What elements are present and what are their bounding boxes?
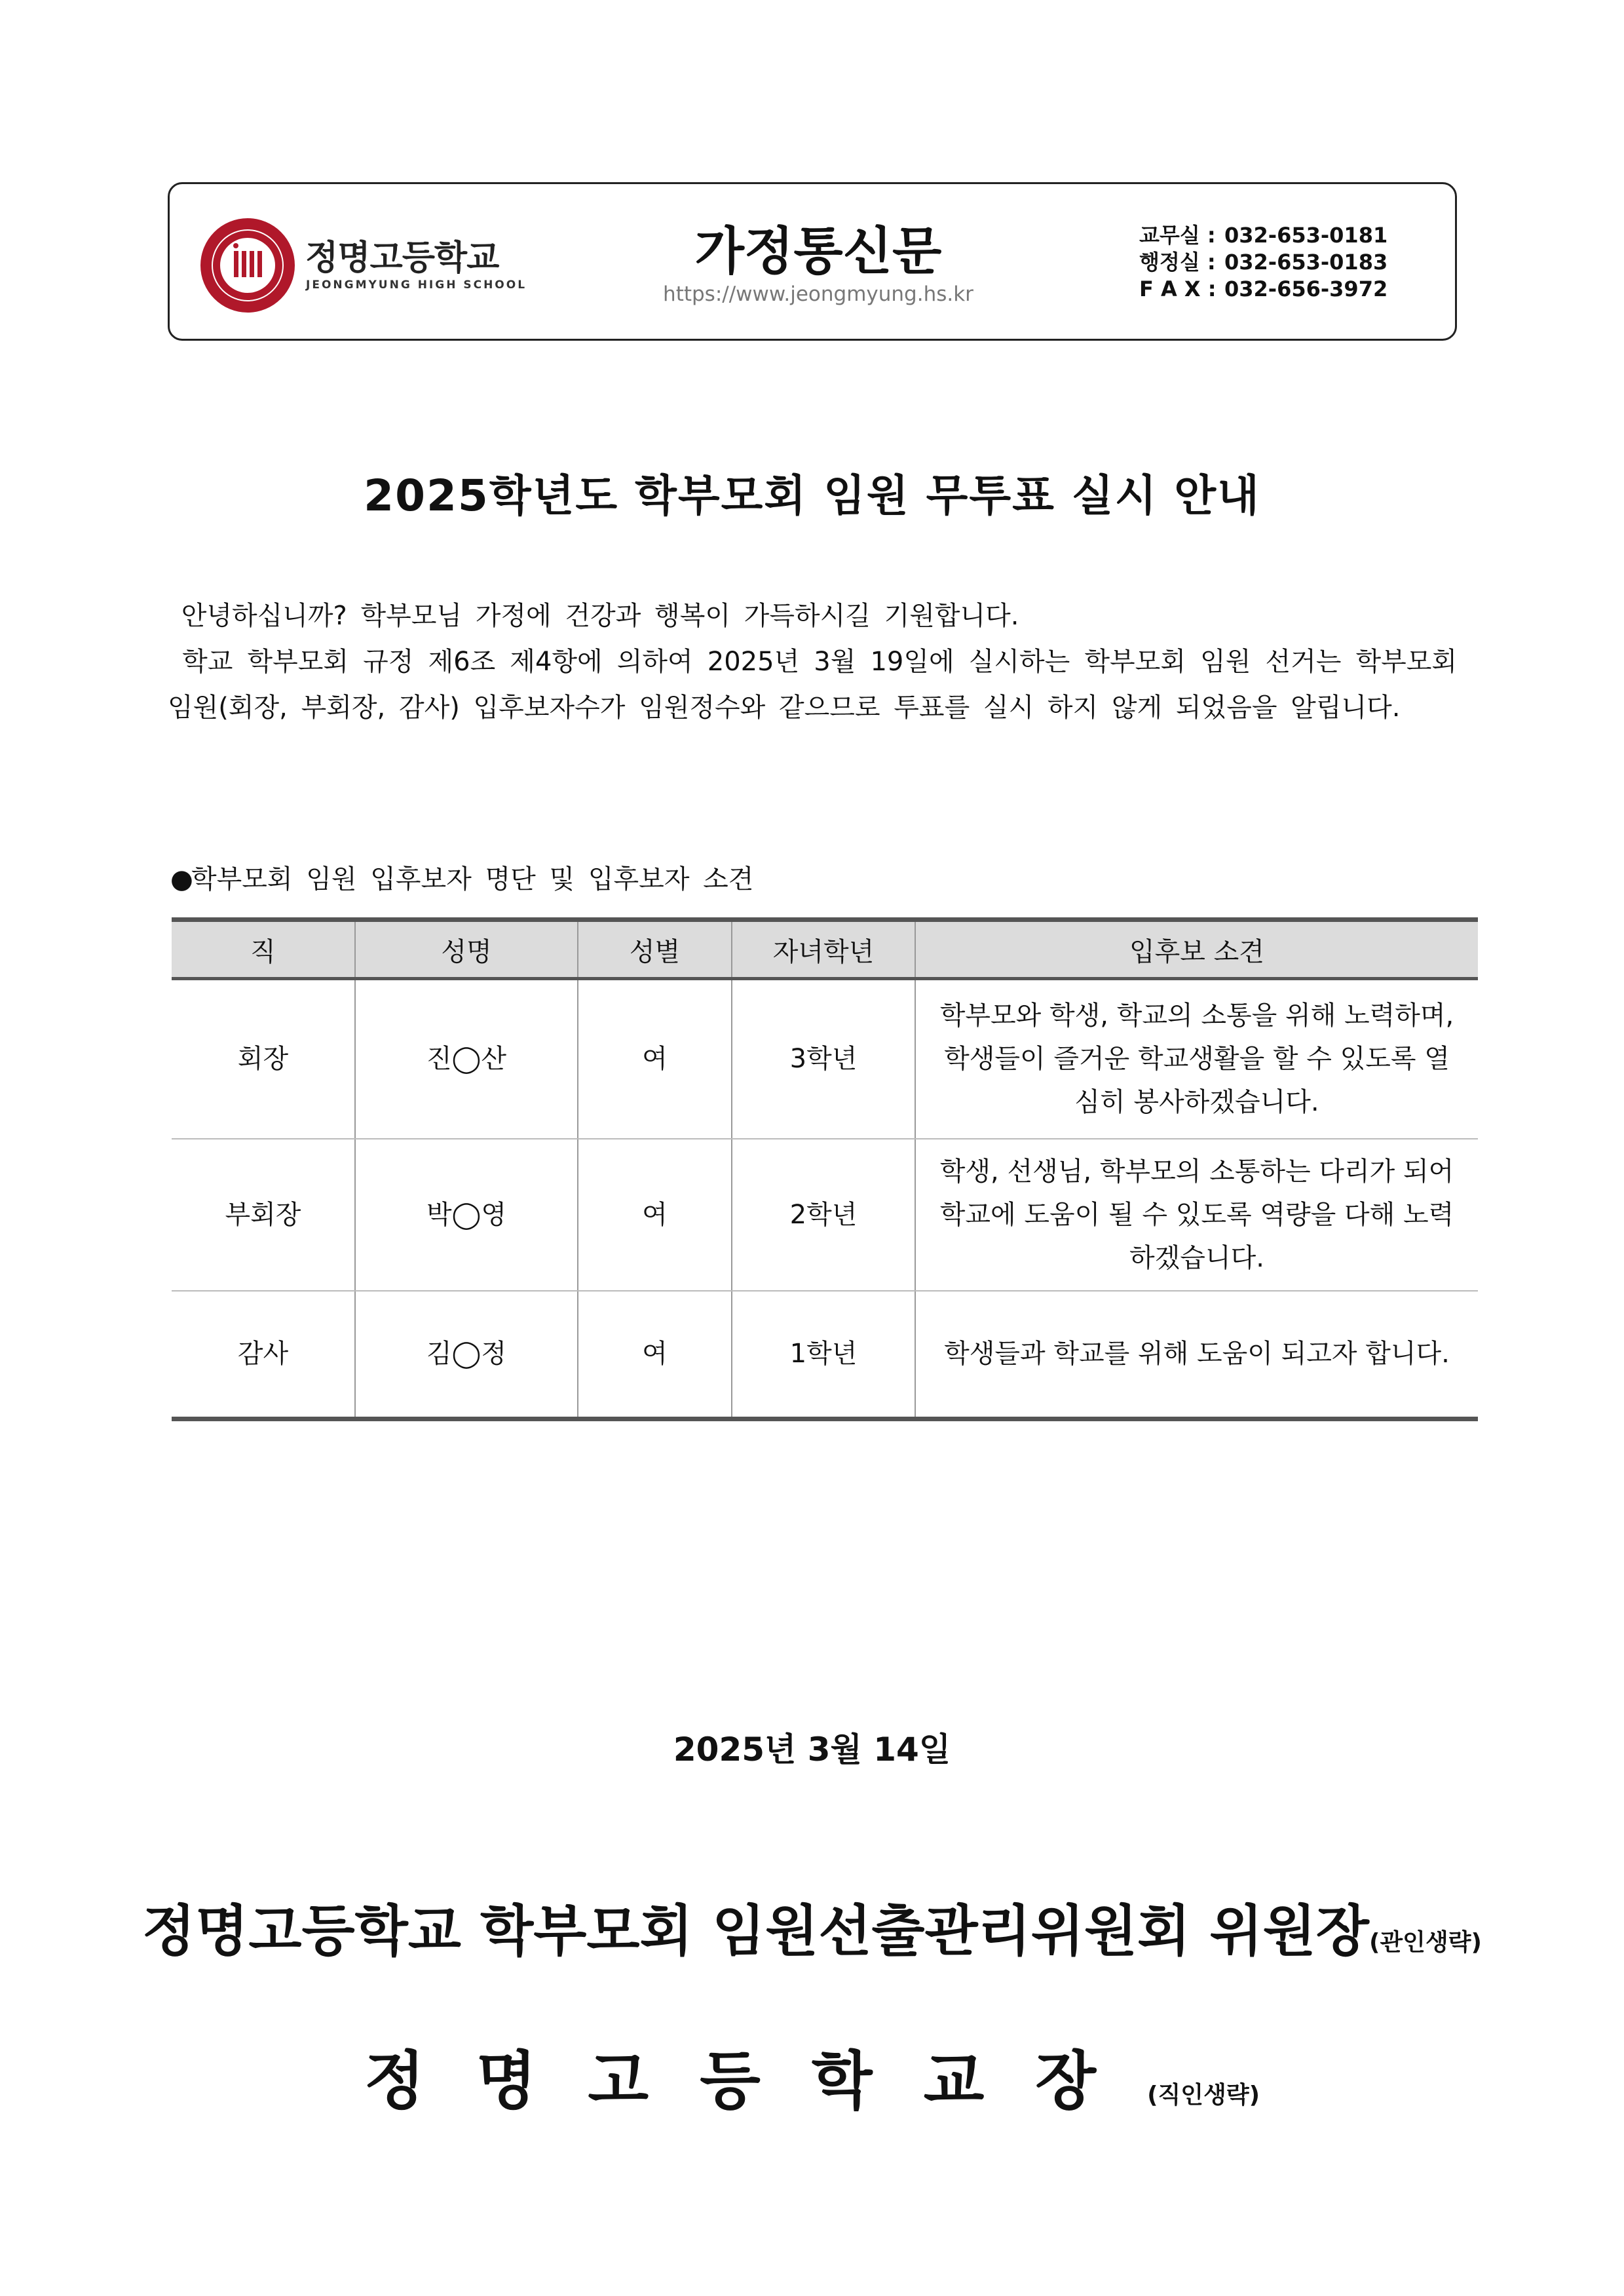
table-row <box>172 1291 1478 1419</box>
contact-row <box>1139 249 1388 276</box>
document-title: 2025학년도 학부모회 임원 무투표 실시 안내 <box>364 470 1260 521</box>
contact-value: 032-656-3972 <box>1224 277 1388 301</box>
cell-name: 박◯영 <box>355 1139 578 1291</box>
cell-position: 감사 <box>172 1291 355 1419</box>
cell-name: 진◯산 <box>355 979 578 1139</box>
notice-paragraph: 학교 학부모회 규정 제6조 제4항에 의하여 2025년 3월 19일에 실시하는 학부모회 임원 선거는 학부모회 임원(회장, 부회장, 감사) 입후보자수가 임원정수와 같으므로 투표를 실시 하지 않게 되었음을 알립니다. <box>168 647 1457 723</box>
cell-opinion: 학생들과 학교를 위해 도움이 되고자 합니다. <box>915 1291 1478 1419</box>
contact-value: 032-653-0181 <box>1224 223 1388 248</box>
cell-opinion: 학부모와 학생, 학교의 소통을 위해 노력하며, 학생들이 즐거운 학교생활을 할 수 있도록 열심히 봉사하겠습니다. <box>915 979 1478 1139</box>
school-url[interactable]: https://www.jeongmyung.hs.kr <box>663 282 973 306</box>
cell-position: 회장 <box>172 979 355 1139</box>
letterhead-box <box>168 182 1457 341</box>
table-row <box>172 979 1478 1139</box>
seal-omitted-note: (직인생략) <box>1147 2082 1260 2109</box>
school-name: 정명고등학교 <box>305 239 499 278</box>
cell-grade: 3학년 <box>732 979 915 1139</box>
header-title: 가정통신문 <box>694 222 942 281</box>
cell-position: 부회장 <box>172 1139 355 1291</box>
column-header: 입후보 소견 <box>915 920 1478 979</box>
cell-gender: 여 <box>578 1139 732 1291</box>
candidate-table <box>172 917 1478 1421</box>
contact-label: 행정실 : <box>1139 250 1216 275</box>
cell-grade: 2학년 <box>732 1139 915 1291</box>
school-name-en: JEONGMYUNG HIGH SCHOOL <box>306 278 527 292</box>
cell-gender: 여 <box>578 1291 732 1419</box>
contact-row <box>1139 222 1388 249</box>
table-row <box>172 1139 1478 1291</box>
table-header-row <box>172 920 1478 979</box>
cell-name: 김◯정 <box>355 1291 578 1419</box>
bullet-icon: ● <box>170 864 193 894</box>
column-header: 성별 <box>578 920 732 979</box>
cell-gender: 여 <box>578 979 732 1139</box>
issue-date: 2025년 3월 14일 <box>673 1731 951 1769</box>
contact-label: F A X : <box>1139 277 1217 301</box>
section-heading: ●학부모회 임원 입후보자 명단 및 입후보자 소견 <box>170 864 754 894</box>
cell-opinion: 학생, 선생님, 학부모의 소통하는 다리가 되어 학교에 도움이 될 수 있도록 역량을 다해 노력하겠습니다. <box>915 1139 1478 1291</box>
principal-signature: 정명고등학교장(직인생략) <box>364 2044 1260 2118</box>
column-header: 성명 <box>355 920 578 979</box>
committee-signature: 정명고등학교 학부모회 임원선출관리위원회 위원장(관인생략) <box>142 1899 1482 1963</box>
contact-row <box>1139 276 1388 303</box>
greeting-paragraph: 안녕하십니까? 학부모님 가정에 건강과 행복이 가득하시길 기원합니다. <box>181 601 1019 631</box>
contact-value: 032-653-0183 <box>1224 250 1388 275</box>
seal-omitted-note: (관인생략) <box>1369 1929 1482 1956</box>
column-header: 자녀학년 <box>732 920 915 979</box>
school-seal-logo <box>199 217 296 314</box>
column-header: 직 <box>172 920 355 979</box>
contact-list <box>1139 222 1388 303</box>
contact-label: 교무실 : <box>1139 223 1216 248</box>
cell-grade: 1학년 <box>732 1291 915 1419</box>
